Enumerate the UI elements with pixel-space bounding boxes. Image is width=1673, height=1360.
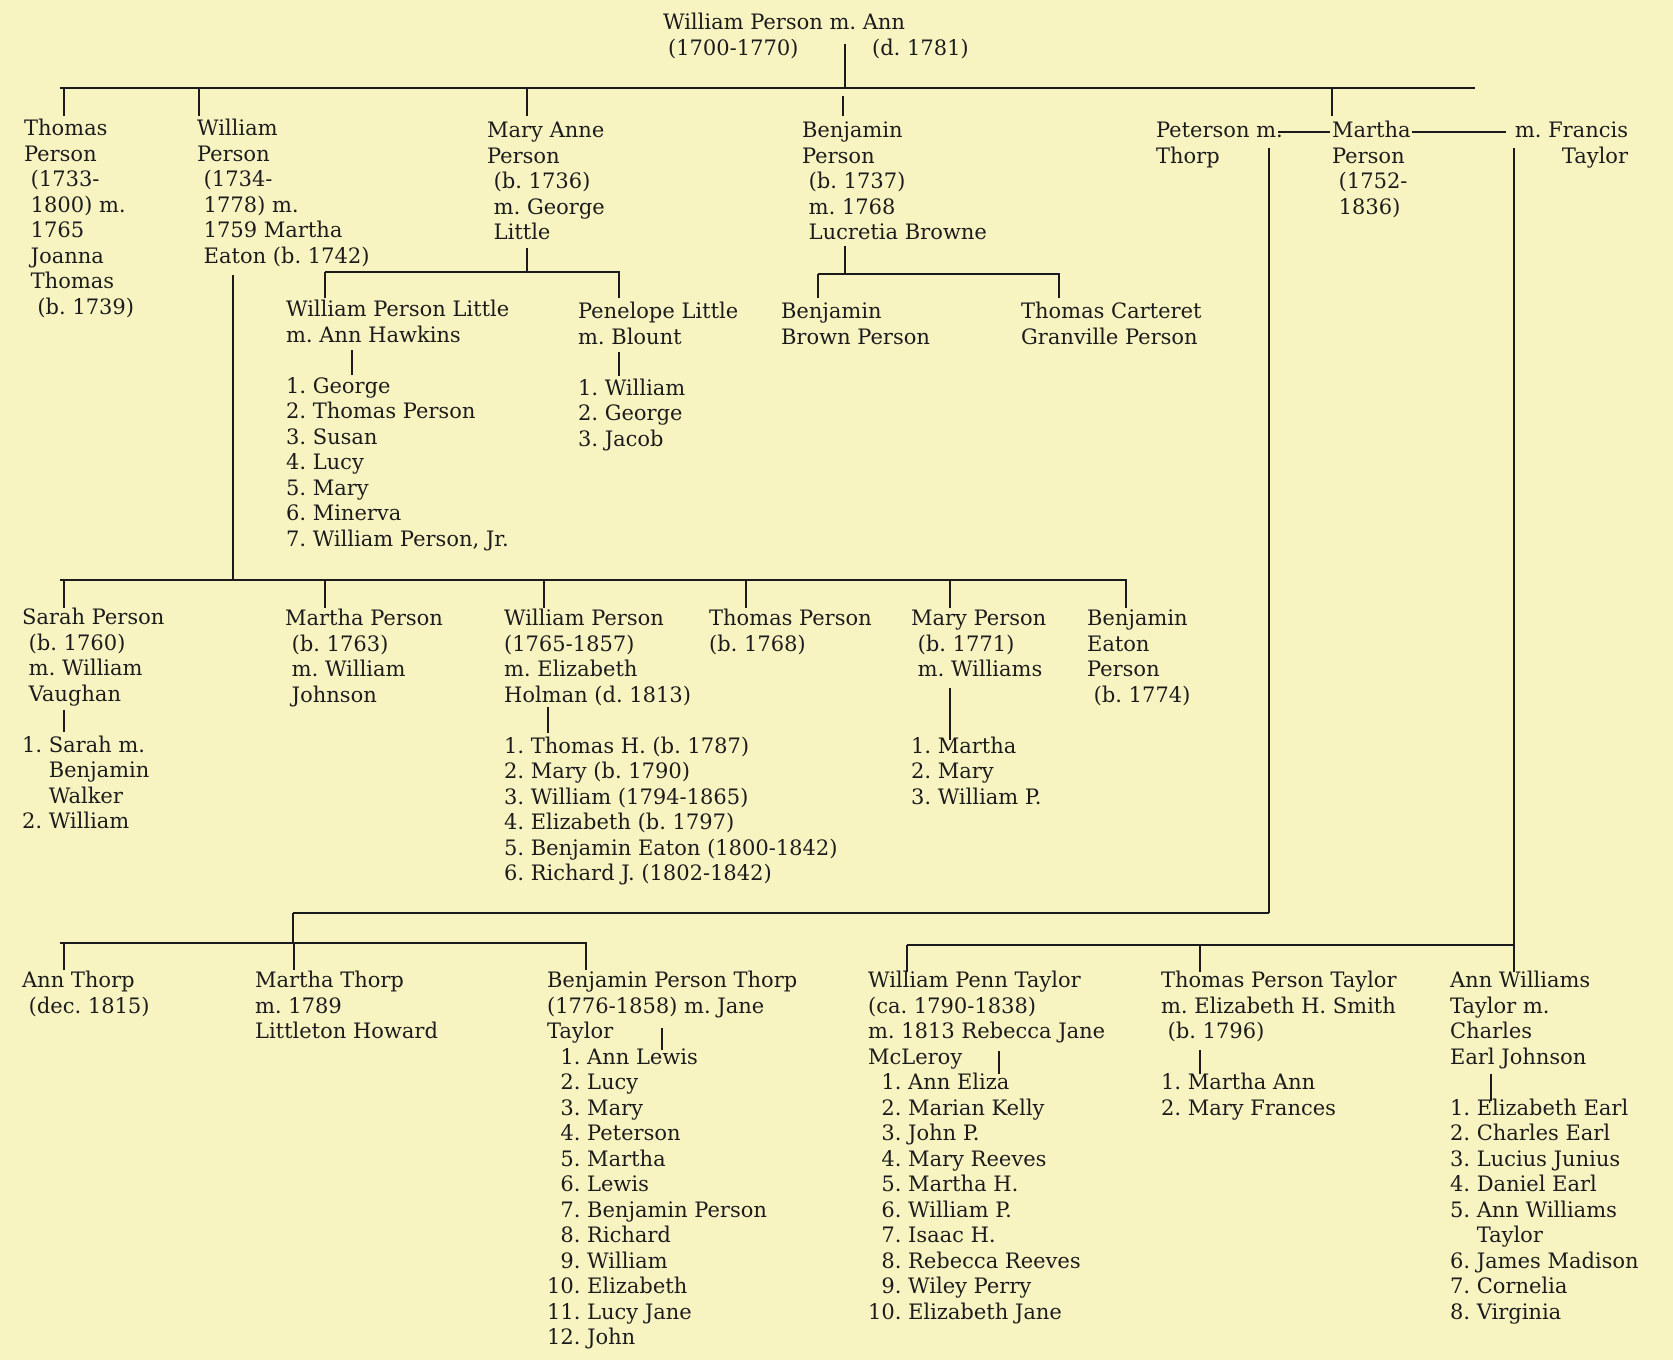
person-william-person-sr: William Person (1734- 1778) m. 1759 Martha Eaton (b. 1742) — [197, 116, 370, 268]
root-title: William Person m. Ann — [663, 10, 905, 34]
person-william-person-little: William Person Little m. Ann Hawkins 1. George 2. Thomas Person 3. Susan 4. Lucy 5. Mary 6. Minerva 7. William Person, Jr. — [286, 297, 510, 551]
person-mary-person-williams: Mary Person (b. 1771) m. Williams 1. Martha 2. Mary 3. William P. — [911, 606, 1047, 809]
person-thomas-person: Thomas Person (1733- 1800) m. 1765 Joanna Thomas (b. 1739) — [24, 116, 134, 319]
person-martha-thorp: Martha Thorp m. 1789 Littleton Howard — [255, 968, 438, 1043]
root-william-dates: (1700-1770) — [668, 36, 799, 60]
person-martha-person: Martha Person (1752- 1836) — [1332, 118, 1411, 219]
person-benjamin-eaton-person: Benjamin Eaton Person (b. 1774) — [1087, 606, 1191, 707]
person-william-person-1765: William Person (1765-1857) m. Elizabeth Holman (d. 1813) 1. Thomas H. (b. 1787) 2. Mary (b. 1790) 3. William (1794-1865) 4. Elizabeth (b. 1797) 5. Benjamin Eaton (1800-1842) 6. Richard J. (1802-1842) — [504, 606, 838, 885]
person-thomas-person-taylor: Thomas Person Taylor m. Elizabeth H. Smith (b. 1796) 1. Martha Ann 2. Mary Frances — [1161, 968, 1397, 1120]
root-couple — [663, 10, 905, 36]
person-thomas-carteret-granville-person: Thomas Carteret Granville Person — [1021, 299, 1202, 349]
person-william-penn-taylor: William Penn Taylor (ca. 1790-1838) m. 1813 Rebecca Jane McLeroy 1. Ann Eliza 2. Marian Kelly 3. John P. 4. Mary Reeves 5. Martha H. 6. William P. 7. Isaac H. 8. Rebecca Reeves 9. Wiley Perry 10. Elizabeth Jane — [868, 968, 1106, 1324]
person-mary-anne-person: Mary Anne Person (b. 1736) m. George Little — [487, 118, 605, 244]
person-benjamin-person-thorp: Benjamin Person Thorp (1776-1858) m. Jane Taylor 1. Ann Lewis 2. Lucy 3. Mary 4. Peterson 5. Martha 6. Lewis 7. Benjamin Person 8. Richard 9. William 10. Elizabeth 11. Lucy Jane 12. John — [547, 968, 798, 1349]
person-peterson-thorp: Peterson m. Thorp — [1156, 118, 1283, 168]
person-benjamin-brown-person: Benjamin Brown Person — [781, 299, 930, 349]
person-thomas-person-1768: Thomas Person (b. 1768) — [709, 606, 872, 656]
person-sarah-person: Sarah Person (b. 1760) m. William Vaughan 1. Sarah m. Benjamin Walker 2. William — [22, 605, 165, 833]
person-penelope-little: Penelope Little m. Blount 1. William 2. George 3. Jacob — [578, 299, 739, 451]
person-martha-person-johnson: Martha Person (b. 1763) m. William Johnson — [285, 606, 443, 707]
person-ann-williams-taylor: Ann Williams Taylor m. Charles Earl Johnson 1. Elizabeth Earl 2. Charles Earl 3. Lucius Junius 4. Daniel Earl 5. Ann Williams Taylor 6. James Madison 7. Cornelia 8. Virginia — [1450, 968, 1639, 1324]
root-ann-dates: (d. 1781) — [872, 36, 969, 60]
person-francis-taylor: m. Francis Taylor — [1514, 118, 1628, 168]
person-ann-thorp: Ann Thorp (dec. 1815) — [22, 968, 150, 1018]
person-benjamin-person: Benjamin Person (b. 1737) m. 1768 Lucretia Browne — [802, 118, 987, 244]
